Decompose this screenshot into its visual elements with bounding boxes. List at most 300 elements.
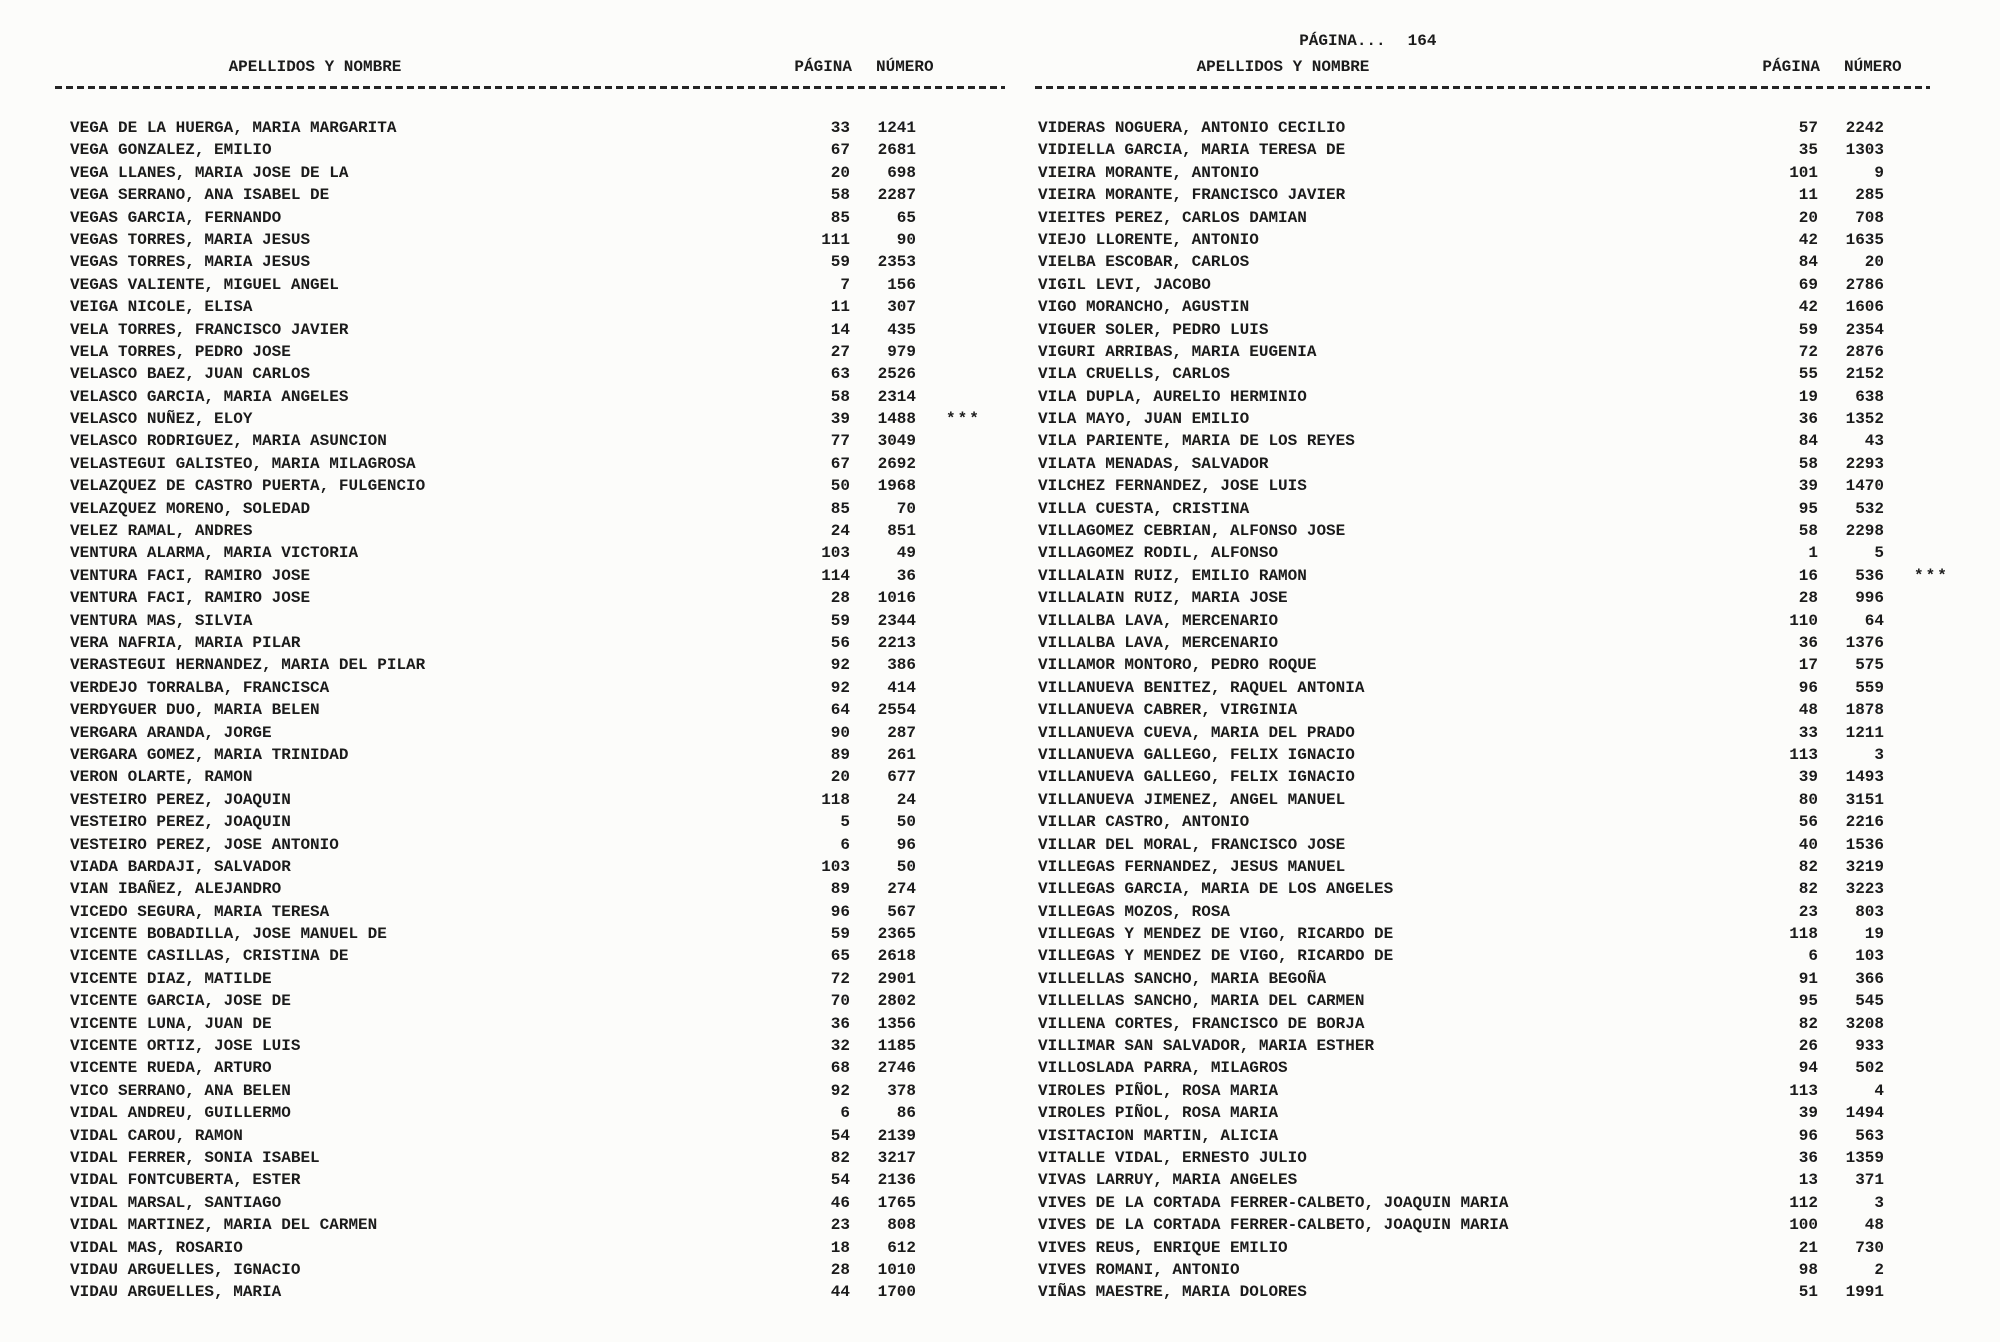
row-page: 5 [840,813,850,832]
row-name: VILLENA CORTES, FRANCISCO DE BORJA [1038,1014,1365,1033]
row-name: VERGARA ARANDA, JORGE [70,723,272,742]
row-name: VILA PARIENTE, MARIA DE LOS REYES [1038,432,1355,451]
row-number: 86 [896,1104,916,1123]
table-row [1038,990,1950,1012]
row-name: VELASCO RODRIGUEZ, MARIA ASUNCION [70,432,387,451]
row-number: 48 [1864,1216,1884,1235]
table-row [1038,1259,1950,1281]
row-page: 92 [830,656,850,675]
table-row [1038,1125,1950,1147]
row-name: VENTURA ALARMA, MARIA VICTORIA [70,544,359,563]
row-page: 11 [1798,186,1818,205]
row-page: 32 [830,1037,850,1056]
row-name: VIDAU ARGUELLES, MARIA [70,1283,282,1302]
row-number: 1606 [1845,298,1884,317]
row-page: 19 [1798,387,1818,406]
row-number: 1765 [877,1193,916,1212]
row-number: 3217 [877,1148,916,1167]
row-name: VIDAL MARSAL, SANTIAGO [70,1193,282,1212]
row-name: VERDEJO TORRALBA, FRANCISCA [70,678,330,697]
page-number-label: PÁGINA... [1299,32,1386,50]
row-page: 96 [1798,1126,1818,1145]
row-name: VICENTE RUEDA, ARTURO [70,1059,272,1078]
row-number: 2314 [877,387,916,406]
row-name: VICENTE BOBADILLA, JOSE MANUEL DE [70,925,387,944]
table-row [70,363,982,385]
table-row [70,632,982,654]
row-number: 2353 [877,253,916,272]
row-page: 98 [1798,1260,1818,1279]
row-name: VIDAL MAS, ROSARIO [70,1238,243,1257]
row-number: 3049 [877,432,916,451]
row-name: VEGA LLANES, MARIA JOSE DE LA [70,163,349,182]
row-name: VIDIELLA GARCIA, MARIA TERESA DE [1038,141,1346,160]
row-page: 59 [830,925,850,944]
index-column-left [70,0,982,1320]
row-name: VEGA SERRANO, ANA ISABEL DE [70,186,330,205]
table-row [1038,251,1950,273]
table-row [1038,878,1950,900]
table-row [1038,1102,1950,1124]
row-page: 68 [830,1059,850,1078]
row-name: VERA NAFRIA, MARIA PILAR [70,633,301,652]
row-marker: *** [1914,566,1949,585]
row-name: VELASCO GARCIA, MARIA ANGELES [70,387,349,406]
row-number: 808 [887,1216,916,1235]
row-page: 58 [830,387,850,406]
row-number: 307 [887,298,916,317]
row-page: 39 [830,410,850,429]
row-number: 2876 [1845,342,1884,361]
row-page: 14 [830,320,850,339]
row-page: 112 [1789,1193,1818,1212]
row-page: 40 [1798,835,1818,854]
table-row [1038,587,1950,609]
row-page: 77 [830,432,850,451]
row-name: VIVES DE LA CORTADA FERRER-CALBETO, JOAQUIN MARIA [1038,1216,1509,1235]
table-row [70,1013,982,1035]
row-page: 57 [1798,119,1818,137]
row-number: 545 [1855,992,1884,1011]
row-page: 118 [821,790,850,809]
row-page: 20 [830,163,850,182]
row-page: 65 [830,947,850,966]
row-name: VELAZQUEZ DE CASTRO PUERTA, FULGENCIO [70,477,426,496]
row-number: 386 [887,656,916,675]
row-number: 49 [896,544,916,563]
row-number: 24 [896,790,916,809]
row-page: 111 [821,230,850,249]
row-number: 532 [1855,499,1884,518]
row-name: VIROLES PIÑOL, ROSA MARIA [1038,1081,1279,1100]
row-name: VEGAS TORRES, MARIA JESUS [70,253,311,272]
table-row [70,878,982,900]
row-name: VELASTEGUI GALISTEO, MARIA MILAGROSA [70,454,416,473]
row-number: 996 [1855,589,1884,608]
row-number: 378 [887,1081,916,1100]
row-number: 1356 [877,1014,916,1033]
row-number: 36 [896,566,916,585]
table-row [70,229,982,251]
row-page: 92 [830,678,850,697]
row-number: 2354 [1845,320,1884,339]
column-header-number: NÚMERO [876,58,934,76]
row-number: 708 [1855,208,1884,227]
table-row [70,139,982,161]
row-number: 261 [887,745,916,764]
table-row [70,296,982,318]
row-name: VIDAL FERRER, SONIA ISABEL [70,1148,320,1167]
table-row [1038,923,1950,945]
table-row [70,162,982,184]
row-page: 82 [830,1148,850,1167]
row-name: VILLELLAS SANCHO, MARIA DEL CARMEN [1038,992,1365,1011]
table-row [1038,1035,1950,1057]
row-number: 2139 [877,1126,916,1145]
table-row [1038,811,1950,833]
row-name: VELEZ RAMAL, ANDRES [70,522,253,541]
row-number: 2681 [877,141,916,160]
table-row [1038,1080,1950,1102]
row-page: 85 [830,499,850,518]
row-number: 933 [1855,1037,1884,1056]
row-number: 2293 [1845,454,1884,473]
row-name: VICENTE LUNA, JUAN DE [70,1014,272,1033]
row-page: 6 [840,835,850,854]
row-page: 36 [830,1014,850,1033]
table-row [1038,296,1950,318]
row-number: 2365 [877,925,916,944]
row-name: VEGA GONZALEZ, EMILIO [70,141,272,160]
row-name: VIGIL LEVI, JACOBO [1038,275,1211,294]
row-number: 2 [1874,1260,1884,1279]
row-page: 82 [1798,880,1818,899]
row-name: VIEIRA MORANTE, ANTONIO [1038,163,1259,182]
row-name: VILLALAIN RUIZ, EMILIO RAMON [1038,566,1307,585]
table-row [70,744,982,766]
table-row [70,699,982,721]
row-page: 110 [1789,611,1818,630]
row-number: 698 [887,163,916,182]
table-row [1038,834,1950,856]
row-number: 1991 [1845,1283,1884,1302]
row-page: 101 [1789,163,1818,182]
row-page: 67 [830,141,850,160]
row-page: 17 [1798,656,1818,675]
row-number: 103 [1855,947,1884,966]
row-name: VENTURA FACI, RAMIRO JOSE [70,589,311,608]
row-page: 103 [821,544,850,563]
row-name: VIÑAS MAESTRE, MARIA DOLORES [1038,1283,1307,1302]
row-name: VILLEGAS Y MENDEZ DE VIGO, RICARDO DE [1038,947,1394,966]
row-page: 24 [830,522,850,541]
row-page: 54 [830,1126,850,1145]
row-page: 67 [830,454,850,473]
row-page: 20 [1798,208,1818,227]
row-number: 3151 [1845,790,1884,809]
row-name: VEIGA NICOLE, ELISA [70,298,253,317]
row-name: VILLANUEVA BENITEZ, RAQUEL ANTONIA [1038,678,1365,697]
table-row [1038,565,1950,587]
row-name: VILLAR DEL MORAL, FRANCISCO JOSE [1038,835,1346,854]
row-page: 84 [1798,432,1818,451]
table-row [70,990,982,1012]
row-number: 64 [1864,611,1884,630]
table-row [70,722,982,744]
row-name: VESTEIRO PEREZ, JOAQUIN [70,790,291,809]
table-row [70,1237,982,1259]
row-number: 2802 [877,992,916,1011]
row-page: 44 [830,1283,850,1302]
row-number: 43 [1864,432,1884,451]
row-name: VILA DUPLA, AURELIO HERMINIO [1038,387,1307,406]
row-name: VIVES REUS, ENRIQUE EMILIO [1038,1238,1288,1257]
row-number: 563 [1855,1126,1884,1145]
row-number: 96 [896,835,916,854]
table-row [70,766,982,788]
page-number-value: 164 [1407,32,1437,50]
row-number: 2554 [877,701,916,720]
row-page: 36 [1798,1148,1818,1167]
table-row [1038,408,1950,430]
row-name: VILLAMOR MONTORO, PEDRO ROQUE [1038,656,1317,675]
table-row [1038,542,1950,564]
table-row [70,856,982,878]
row-number: 1359 [1845,1148,1884,1167]
row-number: 851 [887,522,916,541]
row-number: 2152 [1845,365,1884,384]
row-page: 27 [830,342,850,361]
row-page: 59 [830,253,850,272]
row-number: 70 [896,499,916,518]
row-number: 2287 [877,186,916,205]
table-row [1038,139,1950,161]
row-name: VERON OLARTE, RAMON [70,768,253,787]
row-name: VIEITES PEREZ, CARLOS DAMIAN [1038,208,1307,227]
row-number: 90 [896,230,916,249]
row-page: 13 [1798,1171,1818,1190]
row-number: 3219 [1845,857,1884,876]
row-number: 20 [1864,253,1884,272]
row-number: 2901 [877,969,916,988]
row-name: VEGA DE LA HUERGA, MARIA MARGARITA [70,119,397,137]
row-page: 39 [1798,768,1818,787]
index-column-right [1038,0,1950,1320]
row-page: 36 [1798,410,1818,429]
row-name: VEGAS VALIENTE, MIGUEL ANGEL [70,275,339,294]
row-number: 612 [887,1238,916,1257]
row-name: VILA MAYO, JUAN EMILIO [1038,410,1250,429]
row-page: 118 [1789,925,1818,944]
table-row [70,610,982,632]
row-page: 42 [1798,298,1818,317]
row-number: 1494 [1845,1104,1884,1123]
row-name: VILLELLAS SANCHO, MARIA BEGOÑA [1038,969,1327,988]
row-number: 2692 [877,454,916,473]
table-row [1038,1192,1950,1214]
table-row [70,587,982,609]
row-name: VIGUER SOLER, PEDRO LUIS [1038,320,1269,339]
row-name: VEGAS TORRES, MARIA JESUS [70,230,311,249]
row-page: 91 [1798,969,1818,988]
row-page: 6 [840,1104,850,1123]
row-name: VILLALAIN RUIZ, MARIA JOSE [1038,589,1288,608]
table-row [1038,229,1950,251]
row-name: VILA CRUELLS, CARLOS [1038,365,1231,384]
table-row [1038,722,1950,744]
row-number: 435 [887,320,916,339]
table-row [1038,1214,1950,1236]
row-name: VIAN IBAÑEZ, ALEJANDRO [70,880,282,899]
row-list [70,117,982,1304]
table-row [70,834,982,856]
row-number: 1878 [1845,701,1884,720]
row-number: 3208 [1845,1014,1884,1033]
table-row [1038,856,1950,878]
table-row [70,520,982,542]
row-name: VILLEGAS Y MENDEZ DE VIGO, RICARDO DE [1038,925,1394,944]
row-name: VILLA CUESTA, CRISTINA [1038,499,1250,518]
row-number: 366 [1855,969,1884,988]
row-name: VILLEGAS GARCIA, MARIA DE LOS ANGELES [1038,880,1394,899]
table-row [70,811,982,833]
row-name: VERDYGUER DUO, MARIA BELEN [70,701,320,720]
table-row [70,207,982,229]
table-row [1038,117,1950,139]
row-number: 3 [1874,745,1884,764]
row-number: 677 [887,768,916,787]
table-row [70,430,982,452]
table-row [70,475,982,497]
row-number: 979 [887,342,916,361]
row-page: 100 [1789,1216,1818,1235]
row-name: VILLEGAS MOZOS, ROSA [1038,902,1231,921]
row-name: VIDAU ARGUELLES, IGNACIO [70,1260,301,1279]
table-row [70,1080,982,1102]
table-row [70,453,982,475]
row-name: VERGARA GOMEZ, MARIA TRINIDAD [70,745,349,764]
row-page: 63 [830,365,850,384]
row-page: 23 [830,1216,850,1235]
table-row [70,1147,982,1169]
row-name: VIGO MORANCHO, AGUSTIN [1038,298,1250,317]
row-page: 51 [1798,1283,1818,1302]
row-name: VENTURA FACI, RAMIRO JOSE [70,566,311,585]
column-header-name: APELLIDOS Y NOMBRE [228,58,402,76]
column-header-page: PÁGINA [1762,58,1820,76]
table-row [1038,1147,1950,1169]
row-name: VESTEIRO PEREZ, JOAQUIN [70,813,291,832]
row-number: 3223 [1845,880,1884,899]
table-row [1038,498,1950,520]
row-number: 1185 [877,1037,916,1056]
row-page: 85 [830,208,850,227]
row-page: 39 [1798,1104,1818,1123]
row-page: 21 [1798,1238,1818,1257]
row-number: 502 [1855,1059,1884,1078]
row-name: VICENTE GARCIA, JOSE DE [70,992,291,1011]
row-page: 59 [830,611,850,630]
row-page: 11 [830,298,850,317]
row-number: 567 [887,902,916,921]
row-marker: *** [946,410,981,429]
row-page: 114 [821,566,850,585]
table-row [70,319,982,341]
table-row [70,274,982,296]
row-name: VILLAR CASTRO, ANTONIO [1038,813,1250,832]
table-row [70,1192,982,1214]
row-number: 2216 [1845,813,1884,832]
table-row [1038,632,1950,654]
table-row [1038,945,1950,967]
row-number: 1241 [877,119,916,137]
table-row [70,789,982,811]
table-row [70,408,982,430]
row-name: VILLAGOMEZ CEBRIAN, ALFONSO JOSE [1038,522,1346,541]
row-number: 2786 [1845,275,1884,294]
table-row [1038,520,1950,542]
row-number: 274 [887,880,916,899]
row-page: 56 [1798,813,1818,832]
table-row [70,1057,982,1079]
row-number: 803 [1855,902,1884,921]
row-name: VEGAS GARCIA, FERNANDO [70,208,282,227]
row-page: 96 [1798,678,1818,697]
row-name: VIEJO LLORENTE, ANTONIO [1038,230,1259,249]
row-name: VELA TORRES, FRANCISCO JAVIER [70,320,349,339]
row-name: VILLAGOMEZ RODIL, ALFONSO [1038,544,1279,563]
table-row [70,386,982,408]
row-page: 54 [830,1171,850,1190]
row-page: 89 [830,880,850,899]
table-row [70,901,982,923]
row-page: 96 [830,902,850,921]
row-number: 1470 [1845,477,1884,496]
table-row [70,945,982,967]
table-row [1038,341,1950,363]
row-name: VILLIMAR SAN SALVADOR, MARIA ESTHER [1038,1037,1375,1056]
row-number: 1488 [877,410,916,429]
table-row [1038,1169,1950,1191]
row-list [1038,117,1950,1304]
row-page: 6 [1808,947,1818,966]
row-page: 28 [830,589,850,608]
row-number: 1376 [1845,633,1884,652]
row-name: VIADA BARDAJI, SALVADOR [70,857,291,876]
row-page: 28 [1798,589,1818,608]
row-page: 1 [1808,544,1818,563]
column-headers [1038,56,1950,78]
row-name: VIVAS LARRUY, MARIA ANGELES [1038,1171,1298,1190]
row-number: 65 [896,208,916,227]
row-name: VIDAL ANDREU, GUILLERMO [70,1104,291,1123]
row-page: 95 [1798,499,1818,518]
row-name: VICEDO SEGURA, MARIA TERESA [70,902,330,921]
row-page: 113 [1789,745,1818,764]
row-number: 2298 [1845,522,1884,541]
table-row [70,341,982,363]
row-name: VIDAL MARTINEZ, MARIA DEL CARMEN [70,1216,378,1235]
row-name: VELAZQUEZ MORENO, SOLEDAD [70,499,311,518]
row-number: 156 [887,275,916,294]
table-row [70,251,982,273]
row-number: 575 [1855,656,1884,675]
row-number: 1536 [1845,835,1884,854]
table-row [1038,386,1950,408]
row-page: 20 [830,768,850,787]
table-row [1038,654,1950,676]
table-row [1038,475,1950,497]
